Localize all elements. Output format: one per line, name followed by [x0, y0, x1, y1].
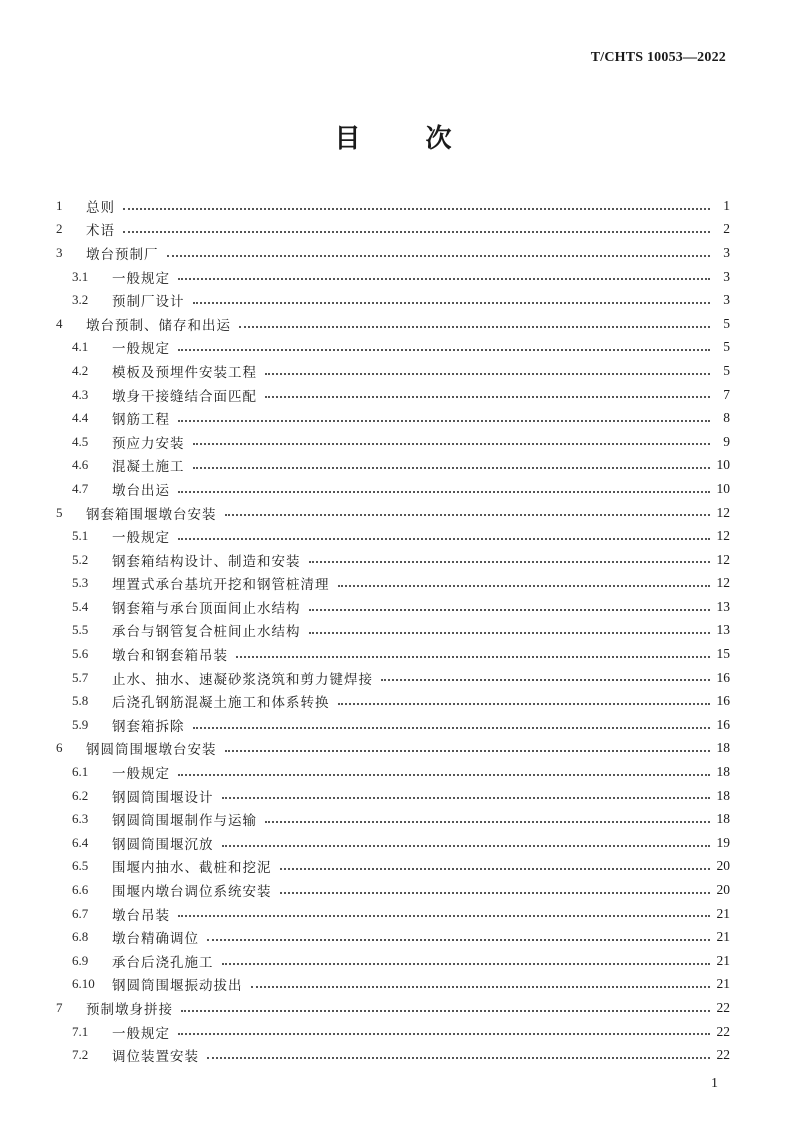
toc-entry-page: 18 [716, 740, 730, 756]
toc-entry-title: 模板及预埋件安装工程 [112, 364, 257, 381]
toc-entry-number: 7.1 [72, 1023, 89, 1039]
toc-entry[interactable] [52, 1020, 730, 1044]
toc-entry[interactable] [52, 666, 730, 690]
toc-entry-title: 调位装置安装 [112, 1049, 199, 1066]
toc-entry-page: 2 [723, 221, 730, 237]
toc-entry-page: 13 [716, 622, 730, 638]
dot-leader [225, 501, 711, 517]
toc-entry-number: 6.6 [72, 882, 89, 898]
toc-entry[interactable] [52, 572, 730, 596]
toc-entry-title: 一般规定 [112, 1025, 170, 1042]
toc-entry-number: 6.10 [72, 976, 95, 992]
toc-entry-title: 钢圆筒围堰设计 [112, 789, 214, 806]
standard-code: T/CHTS 10053—2022 [590, 50, 726, 65]
table-of-contents [52, 194, 730, 1067]
toc-entry-page: 22 [716, 1047, 730, 1063]
toc-entry-page: 12 [716, 575, 730, 591]
toc-entry[interactable] [52, 760, 730, 784]
toc-entry-title: 钢筋工程 [112, 412, 170, 429]
toc-entry-title: 混凝土施工 [112, 459, 185, 476]
toc-entry-number: 2 [56, 221, 63, 237]
toc-entry-number: 6 [56, 740, 63, 756]
toc-entry-page: 21 [716, 929, 730, 945]
dot-leader [123, 194, 710, 210]
toc-entry-page: 3 [723, 292, 730, 308]
toc-entry-page: 8 [723, 410, 730, 426]
toc-entry-title: 围堰内抽水、截桩和挖泥 [112, 860, 272, 877]
toc-entry-page: 10 [716, 457, 730, 473]
toc-entry[interactable] [52, 218, 730, 242]
toc-entry-number: 4.4 [72, 410, 89, 426]
dot-leader [193, 430, 711, 446]
dot-leader [280, 855, 711, 871]
toc-entry-title: 止水、抽水、速凝砂浆浇筑和剪力键焊接 [112, 671, 373, 688]
toc-entry-page: 5 [723, 339, 730, 355]
toc-entry-page: 18 [716, 811, 730, 827]
dot-leader [193, 454, 711, 470]
toc-entry-page: 1 [723, 197, 730, 213]
toc-entry-title: 墩台预制、储存和出运 [86, 317, 231, 334]
toc-entry-page: 21 [716, 976, 730, 992]
dot-leader [338, 690, 711, 706]
dot-leader [251, 973, 711, 989]
toc-entry-number: 5 [56, 504, 63, 520]
toc-entry[interactable] [52, 383, 730, 407]
toc-entry[interactable] [52, 973, 730, 997]
toc-entry[interactable] [52, 737, 730, 761]
dot-leader [381, 666, 710, 682]
toc-entry-number: 5.2 [72, 551, 89, 567]
dot-leader [265, 359, 710, 375]
toc-entry-title: 总则 [86, 199, 115, 216]
toc-entry-title: 预应力安装 [112, 435, 185, 452]
toc-entry[interactable] [52, 430, 730, 454]
toc-entry-page: 22 [716, 999, 730, 1015]
toc-entry[interactable] [52, 902, 730, 926]
toc-entry-page: 5 [723, 315, 730, 331]
dot-leader [236, 642, 710, 658]
toc-entry-title: 预制墩身拼接 [86, 1001, 173, 1018]
dot-leader [193, 288, 711, 304]
toc-entry-title: 一般规定 [112, 530, 170, 547]
toc-entry[interactable] [52, 619, 730, 643]
toc-entry[interactable] [52, 312, 730, 336]
toc-entry[interactable] [52, 406, 730, 430]
dot-leader [338, 572, 711, 588]
toc-entry-number: 4.2 [72, 362, 89, 378]
dot-leader [222, 831, 711, 847]
toc-entry[interactable] [52, 855, 730, 879]
toc-entry-number: 4.5 [72, 433, 89, 449]
toc-entry-number: 3.2 [72, 292, 89, 308]
toc-entry-page: 3 [723, 244, 730, 260]
toc-entry-number: 4.7 [72, 480, 89, 496]
toc-entry[interactable] [52, 194, 730, 218]
dot-leader [309, 548, 711, 564]
toc-entry-title: 一般规定 [112, 270, 170, 287]
toc-entry-page: 13 [716, 598, 730, 614]
toc-entry[interactable] [52, 713, 730, 737]
toc-entry-number: 4 [56, 315, 63, 331]
toc-entry-number: 5.5 [72, 622, 89, 638]
toc-entry-page: 20 [716, 882, 730, 898]
toc-entry-title: 预制厂设计 [112, 294, 185, 311]
toc-entry-page: 7 [723, 386, 730, 402]
dot-leader [178, 902, 710, 918]
dot-leader [178, 1020, 710, 1036]
toc-entry-number: 6.3 [72, 811, 89, 827]
toc-entry-title: 一般规定 [112, 766, 170, 783]
toc-entry-page: 21 [716, 905, 730, 921]
toc-entry[interactable] [52, 642, 730, 666]
toc-entry-title: 埋置式承台基坑开挖和钢管桩清理 [112, 577, 330, 594]
toc-entry-title: 围堰内墩台调位系统安装 [112, 884, 272, 901]
dot-leader [178, 477, 710, 493]
dot-leader [178, 760, 710, 776]
toc-entry[interactable] [52, 996, 730, 1020]
toc-entry-number: 1 [56, 197, 63, 213]
toc-entry[interactable] [52, 925, 730, 949]
toc-entry-number: 5.3 [72, 575, 89, 591]
toc-entry-title: 钢套箱与承台顶面间止水结构 [112, 600, 301, 617]
dot-leader [193, 713, 711, 729]
toc-entry[interactable] [52, 336, 730, 360]
toc-entry-title: 术语 [86, 223, 115, 240]
toc-entry-number: 6.1 [72, 764, 89, 780]
toc-entry-page: 22 [716, 1023, 730, 1039]
toc-entry-number: 6.4 [72, 834, 89, 850]
toc-entry-page: 16 [716, 693, 730, 709]
toc-entry-page: 18 [716, 764, 730, 780]
toc-entry-page: 12 [716, 551, 730, 567]
toc-entry[interactable] [52, 831, 730, 855]
toc-entry[interactable] [52, 878, 730, 902]
dot-leader [265, 383, 710, 399]
toc-entry-number: 6.5 [72, 858, 89, 874]
toc-entry-number: 5.8 [72, 693, 89, 709]
toc-entry-title: 承台后浇孔施工 [112, 954, 214, 971]
toc-entry-number: 7.2 [72, 1047, 89, 1063]
toc-entry-page: 9 [723, 433, 730, 449]
toc-entry[interactable] [52, 949, 730, 973]
toc-entry-page: 10 [716, 480, 730, 496]
toc-entry-page: 15 [716, 646, 730, 662]
toc-entry-page: 16 [716, 716, 730, 732]
toc-entry[interactable] [52, 241, 730, 265]
page-title: 目 次 [334, 124, 480, 154]
toc-entry-number: 5.9 [72, 716, 89, 732]
dot-leader [123, 218, 710, 234]
toc-entry[interactable] [52, 288, 730, 312]
toc-entry[interactable] [52, 265, 730, 289]
toc-entry-title: 墩台吊装 [112, 907, 170, 924]
toc-entry-page: 20 [716, 858, 730, 874]
toc-entry-title: 墩台预制厂 [86, 246, 159, 263]
toc-entry-number: 6.7 [72, 905, 89, 921]
toc-entry-title: 钢套箱围堰墩台安装 [86, 506, 217, 523]
toc-entry-number: 6.9 [72, 952, 89, 968]
toc-entry-title: 墩身干接缝结合面匹配 [112, 388, 257, 405]
toc-entry-page: 21 [716, 952, 730, 968]
toc-entry-number: 6.2 [72, 787, 89, 803]
toc-entry[interactable] [52, 807, 730, 831]
toc-entry-title: 钢套箱结构设计、制造和安装 [112, 553, 301, 570]
toc-entry-title: 钢套箱拆除 [112, 718, 185, 735]
toc-entry-number: 7 [56, 999, 63, 1015]
toc-entry-number: 5.6 [72, 646, 89, 662]
toc-entry-title: 后浇孔钢筋混凝土施工和体系转换 [112, 695, 330, 712]
toc-entry-page: 18 [716, 787, 730, 803]
toc-entry-title: 承台与钢管复合桩间止水结构 [112, 624, 301, 641]
dot-leader [222, 949, 711, 965]
toc-entry-number: 5.7 [72, 669, 89, 685]
dot-leader [309, 619, 711, 635]
toc-entry-number: 5.1 [72, 528, 89, 544]
toc-entry[interactable] [52, 1043, 730, 1067]
toc-entry[interactable] [52, 595, 730, 619]
toc-entry-title: 墩台精确调位 [112, 931, 199, 948]
toc-entry[interactable] [52, 689, 730, 713]
toc-entry[interactable] [52, 548, 730, 572]
toc-entry-title: 一般规定 [112, 341, 170, 358]
toc-entry-title: 钢圆筒围堰沉放 [112, 836, 214, 853]
dot-leader [207, 925, 710, 941]
dot-leader [178, 336, 710, 352]
dot-leader [178, 524, 710, 540]
toc-entry[interactable] [52, 359, 730, 383]
page-number: 1 [711, 1076, 718, 1091]
toc-entry-title: 钢圆筒围堰振动拔出 [112, 978, 243, 995]
toc-entry-page: 12 [716, 528, 730, 544]
dot-leader [207, 1043, 710, 1059]
toc-entry-title: 墩台出运 [112, 482, 170, 499]
toc-entry-page: 3 [723, 268, 730, 284]
dot-leader [222, 784, 711, 800]
toc-entry[interactable] [52, 784, 730, 808]
dot-leader [280, 878, 711, 894]
toc-entry-title: 钢圆筒围堰墩台安装 [86, 742, 217, 759]
dot-leader [239, 312, 710, 328]
toc-entry[interactable] [52, 501, 730, 525]
dot-leader [167, 241, 711, 257]
toc-entry-title: 墩台和钢套箱吊装 [112, 648, 228, 665]
toc-entry-number: 5.4 [72, 598, 89, 614]
dot-leader [309, 595, 711, 611]
toc-entry[interactable] [52, 477, 730, 501]
toc-entry-page: 16 [716, 669, 730, 685]
toc-entry-number: 3 [56, 244, 63, 260]
dot-leader [265, 807, 710, 823]
toc-entry-number: 4.1 [72, 339, 89, 355]
dot-leader [181, 996, 710, 1012]
toc-entry[interactable] [52, 524, 730, 548]
toc-entry-title: 钢圆筒围堰制作与运输 [112, 813, 257, 830]
toc-entry-number: 3.1 [72, 268, 89, 284]
toc-entry-page: 12 [716, 504, 730, 520]
toc-entry-page: 5 [723, 362, 730, 378]
toc-entry[interactable] [52, 454, 730, 478]
dot-leader [225, 737, 711, 753]
toc-entry-number: 6.8 [72, 929, 89, 945]
toc-entry-page: 19 [716, 834, 730, 850]
toc-entry-number: 4.6 [72, 457, 89, 473]
dot-leader [178, 265, 710, 281]
dot-leader [178, 406, 710, 422]
toc-entry-number: 4.3 [72, 386, 89, 402]
